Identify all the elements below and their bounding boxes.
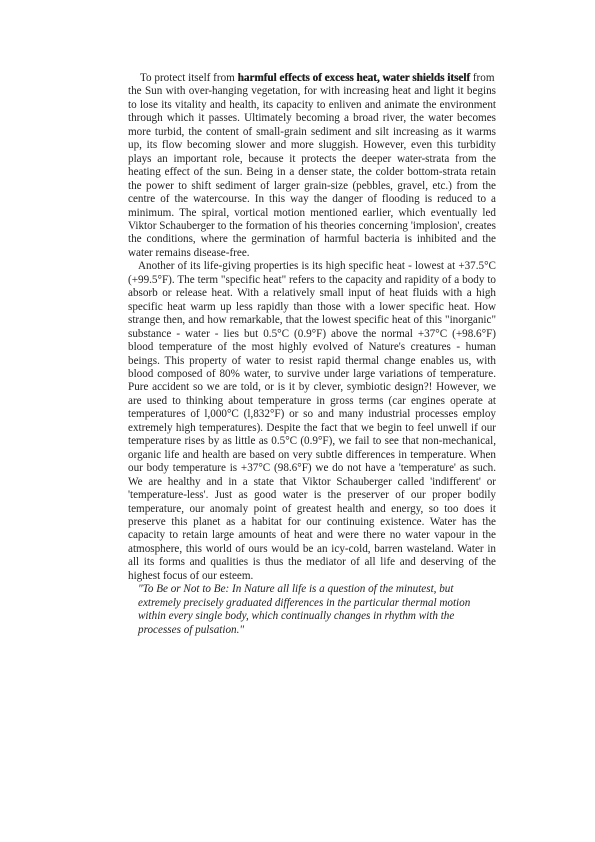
intro-line	[128, 72, 496, 85]
intro-lead: To protect itself from	[140, 72, 238, 84]
intro-bold-phrase: harmful effects of excess heat, water shields itself	[237, 72, 471, 84]
closing-quote: "To Be or Not to Be: In Nature all life is a question of the minutest, but extremely precisely graduated differences in the particular thermal motion within every single body, which continually changes in rhythm with the processes of pulsation."	[138, 583, 471, 636]
body-paragraph-1: the Sun with over-hanging vegetation, for with increasing heat and light it begins to lose its vitality and health, its capacity to enliven and animate the environment through which it passes. Ultimately becoming a broad river, the water becomes more turbid, the content of small-grain sediment and silt increasing as it warms up, its flow becoming slower and more sluggish. However, even this turbidity plays an important role, because it protects the deeper water-strata from the heating effect of the sun. Being in a denser state, the colder bottom-strata retain the power to shift sediment of larger grain-size (pebbles, gravel, etc.) from the centre of the watercourse. In this way the danger of flooding is reduced to a minimum. The spiral, vortical motion mentioned earlier, which eventually led Viktor Schauberger to the formation of his theories concerning 'implosion', creates the conditions, where the germination of harmful bacteria is inhibited and the water remains disease-free.	[128, 85, 496, 259]
body-paragraph-2: Another of its life-giving properties is its high specific heat - lowest at +37.5°C (+99.5°F). The term "specific heat" refers to the capacity and rapidity of a body to absorb or release heat. With a relatively small input of heat fluids with a high specific heat warm up less rapidly than those with a lower specific heat. How strange then, and how remarkable, that the lowest specific heat of this "inorganic" substance - water - lies but 0.5°C (0.9°F) above the normal +37°C (+98.6°F) blood temperature of the most highly evolved of Nature's creatures - human beings. This property of water to resist rapid thermal change enables us, with blood composed of 80% water, to survive under large variations of temperature. Pure accident so we are told, or is it by clever, symbiotic design?! However, we are used to thinking about temperature in gross terms (car engines operate at temperatures of l,000°C (l,832°F) or so and many industrial processes employ extremely high temperatures). Despite the fact that we begin to feel unwell if our temperature rises by as little as 0.5°C (0.9°F), we fail to see that non-mechanical, organic life and health are based on very subtle differences in temperature. When our body temperature is +37°C (98.6°F) we do not have a 'temperature' as such. We are healthy and in a state that Viktor Schauberger called 'indifferent' or 'temperature-less'. Just as good water is the preserver of our proper bodily temperature, our anomaly point of greatest health and energy, so too does it preserve this planet as a habitat for our continuing existence. Water has the capacity to retain large amounts of heat and were there no water vapour in the atmosphere, this world of ours would be an icy-cold, barren wasteland. Water in all its forms and qualities is thus the mediator of all life and deserving of the highest focus of our esteem.	[128, 260, 496, 582]
document-page	[128, 72, 496, 637]
intro-tail: from	[470, 72, 495, 84]
